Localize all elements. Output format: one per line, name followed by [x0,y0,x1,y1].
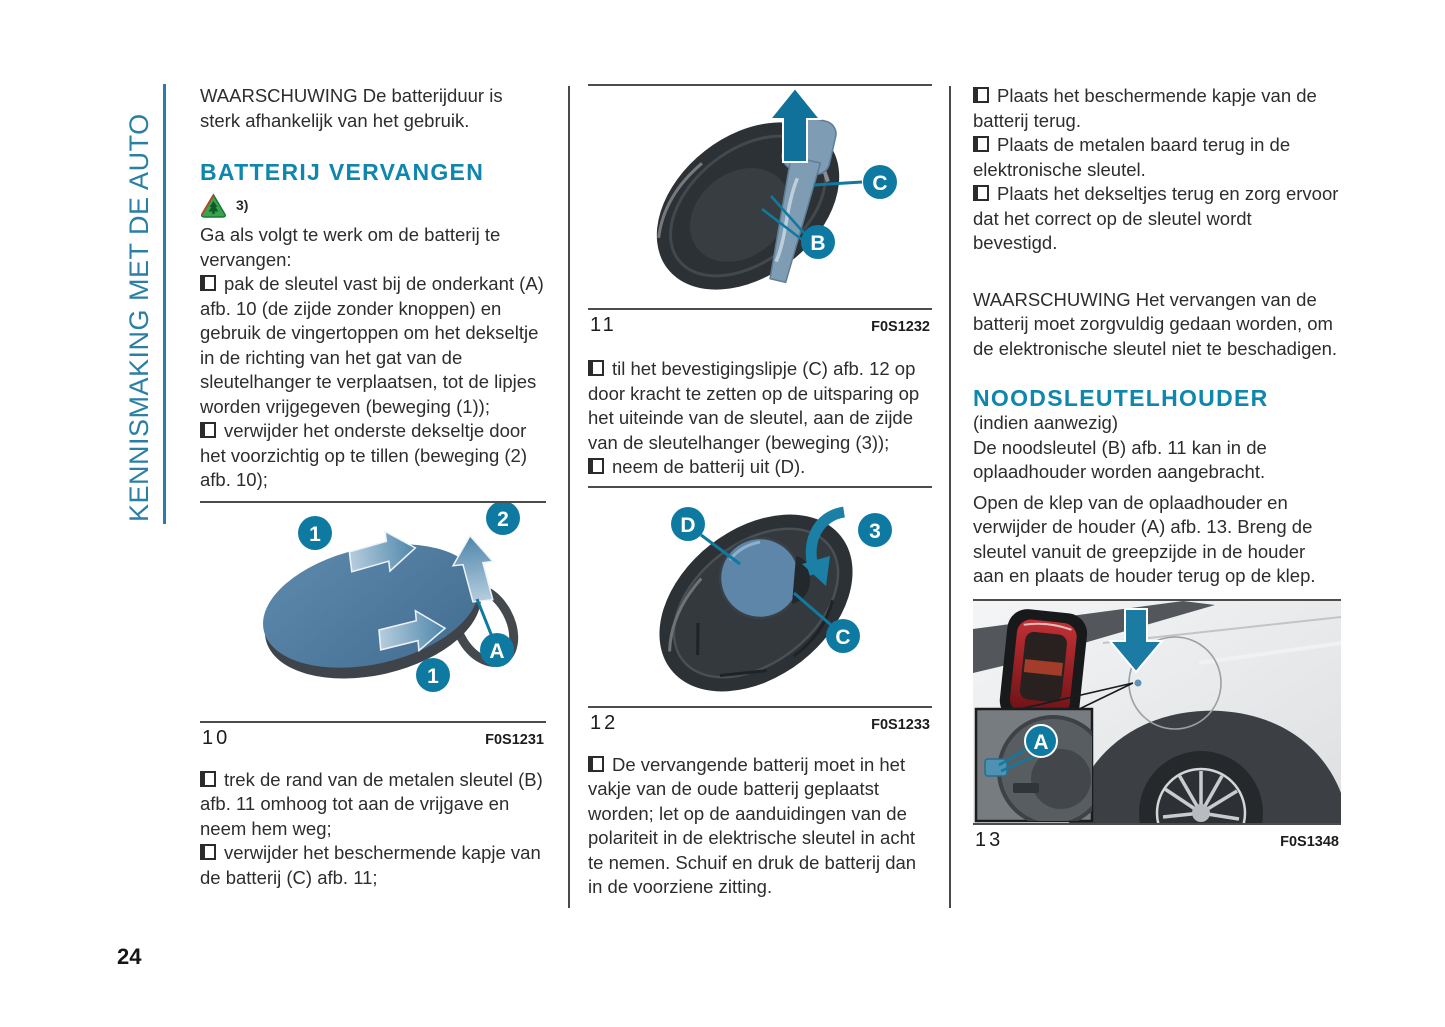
checkbox-bullet-icon [588,458,604,474]
chapter-title-vertical: KENNISMAKING MET DE AUTO [124,113,154,522]
bullet-item [588,357,932,455]
footnote-ref: 3) [236,197,249,213]
battery [720,538,800,618]
checkbox-bullet-icon [588,360,604,376]
bullet-text: verwijder het beschermende kapje van de batterij (C) afb. 11; [200,842,541,888]
figure-number: 10 [202,726,231,749]
body-paragraph: Open de klep van de oplaadhouder en verwijder de houder (A) afb. 13. Breng de sleutel vanuit de greepzijde in de houder aan en plaats de houder terug op de klep. [973,491,1316,586]
figure-caption [973,825,1341,852]
bullet-text: Plaats het beschermende kapje van de batterij terug. [973,85,1317,131]
bullet-text: verwijder het onderste dekseltje door het voorzichtig op te tillen (beweging (2) afb. 10); [200,420,528,490]
figure-11 [588,84,932,337]
bullet-text: neem de batterij uit (D). [612,456,806,477]
checkbox-bullet-icon [200,275,216,291]
svg-text:2: 2 [497,507,509,531]
bullet-item [200,841,546,890]
bullet-text: De vervangende batterij moet in het vakje van de oude batterij geplaatst worden; let op de aanduidingen van de polariteit in de elektrische sleutel in acht te nemen. Schuif en druk de batterij dan in de voorziene zitting. [588,753,917,897]
car-charge-flap-photo [973,601,1341,823]
figure-number: 13 [975,828,1004,851]
figure-10 [200,501,546,750]
svg-text:A: A [489,639,505,663]
fob-body [625,88,872,308]
figure-caption [588,310,932,337]
reference-row [200,192,546,218]
figure-12 [588,486,932,735]
checkbox-bullet-icon [973,87,989,103]
column-2 [588,84,932,900]
label-circle-1b [416,658,450,692]
svg-text:C: C [872,172,888,195]
section-heading-noodsleutelhouder: NOODSLEUTELHOUDER [973,385,1269,411]
bullet-text: til het bevestigingslipje (C) afb. 12 op door kracht te zetten op de uitsparing op het uiteinde van de sleutel, aan de zijde van de sleutelhanger (beweging (3)); [588,358,920,453]
figure-code: F0S1233 [871,716,930,733]
checkbox-bullet-icon [973,185,989,201]
label-circle-2 [486,503,520,535]
bullet-item [973,84,1341,133]
sidebar-rule [163,84,166,524]
warning-text: WAARSCHUWING Het vervangen van de batterij moet zorgvuldig gedaan worden, om de elektronische sleutel niet te beschadigen. [973,288,1338,359]
checkbox-bullet-icon [200,771,216,787]
warning-text: WAARSCHUWING De batterijduur is sterk afhankelijk van het gebruik. [200,85,503,131]
svg-text:D: D [680,513,696,537]
section-heading-batterij-vervangen: BATTERIJ VERVANGEN [200,159,485,185]
flap-release [1135,679,1142,686]
checkbox-bullet-icon [200,422,216,438]
figure-number: 11 [590,314,617,336]
label-circle-b [801,225,835,259]
svg-text:B: B [810,232,826,255]
bullet-item [588,753,932,900]
checkbox-bullet-icon [973,136,989,152]
subheading: (indien aanwezig) [973,412,1119,433]
bullet-text: Plaats de metalen baard terug in de elektronische sleutel. [973,134,1291,180]
metal-key-extraction-illustration [588,86,932,308]
bullet-item [973,182,1341,256]
checkbox-bullet-icon [200,844,216,860]
bullet-item [200,419,546,493]
bullet-item [200,272,546,419]
figure-number: 12 [590,711,619,734]
bullet-item [973,133,1341,182]
column-3 [973,84,1341,852]
svg-text:A: A [1033,730,1049,754]
label-pointer-line [477,599,493,639]
label-circle-1 [298,516,332,550]
inset-detail [976,709,1107,823]
bullet-text: Plaats het dekseltjes terug en zorg ervoor dat het correct op de sleutel wordt bevestigd. [973,183,1339,253]
svg-text:C: C [835,625,851,649]
intro-text: Ga als volgt te werk om de batterij te vervangen: [200,224,501,270]
figure-13 [973,599,1341,852]
label-circle-3 [858,513,892,547]
label-circle-a [1025,725,1057,757]
figure-code: F0S1348 [1280,833,1339,850]
svg-text:3: 3 [869,519,881,543]
figure-code: F0S1231 [485,731,544,748]
key-fob-cover-removal-illustration [200,503,546,721]
environment-warning-triangle-icon [200,193,227,218]
checkbox-bullet-icon [588,756,604,772]
body-paragraph: De noodsleutel (B) afb. 11 kan in de oplaadhouder worden aangebracht. [973,436,1267,482]
label-circle-a [480,633,514,667]
bullet-text: pak de sleutel vast bij de onderkant (A) afb. 10 (de zijde zonder knoppen) en gebruik de vingertoppen om het dekseltje in de richting van het gat van de sleutelhanger te verplaatsen, tot de lipjes worden vrijgegeven (beweging (1)); [200,273,544,417]
column-1 [200,84,546,890]
figure-caption [588,708,932,735]
column-divider [568,86,570,908]
figure-code: F0S1232 [871,319,930,335]
label-circle-c [826,619,860,653]
bullet-text: trek de rand van de metalen sleutel (B) afb. 11 omhoog tot aan de vrijgave en neem hem weg; [200,768,543,839]
bullet-item [588,455,932,480]
label-circle-c [863,165,897,199]
page-number: 24 [117,944,142,969]
battery-removal-illustration [588,488,932,706]
svg-text:1: 1 [309,522,321,546]
column-divider [949,86,951,908]
bullet-item [200,768,546,842]
label-circle-d [671,507,705,541]
figure-caption [200,723,546,750]
svg-text:1: 1 [427,664,439,688]
